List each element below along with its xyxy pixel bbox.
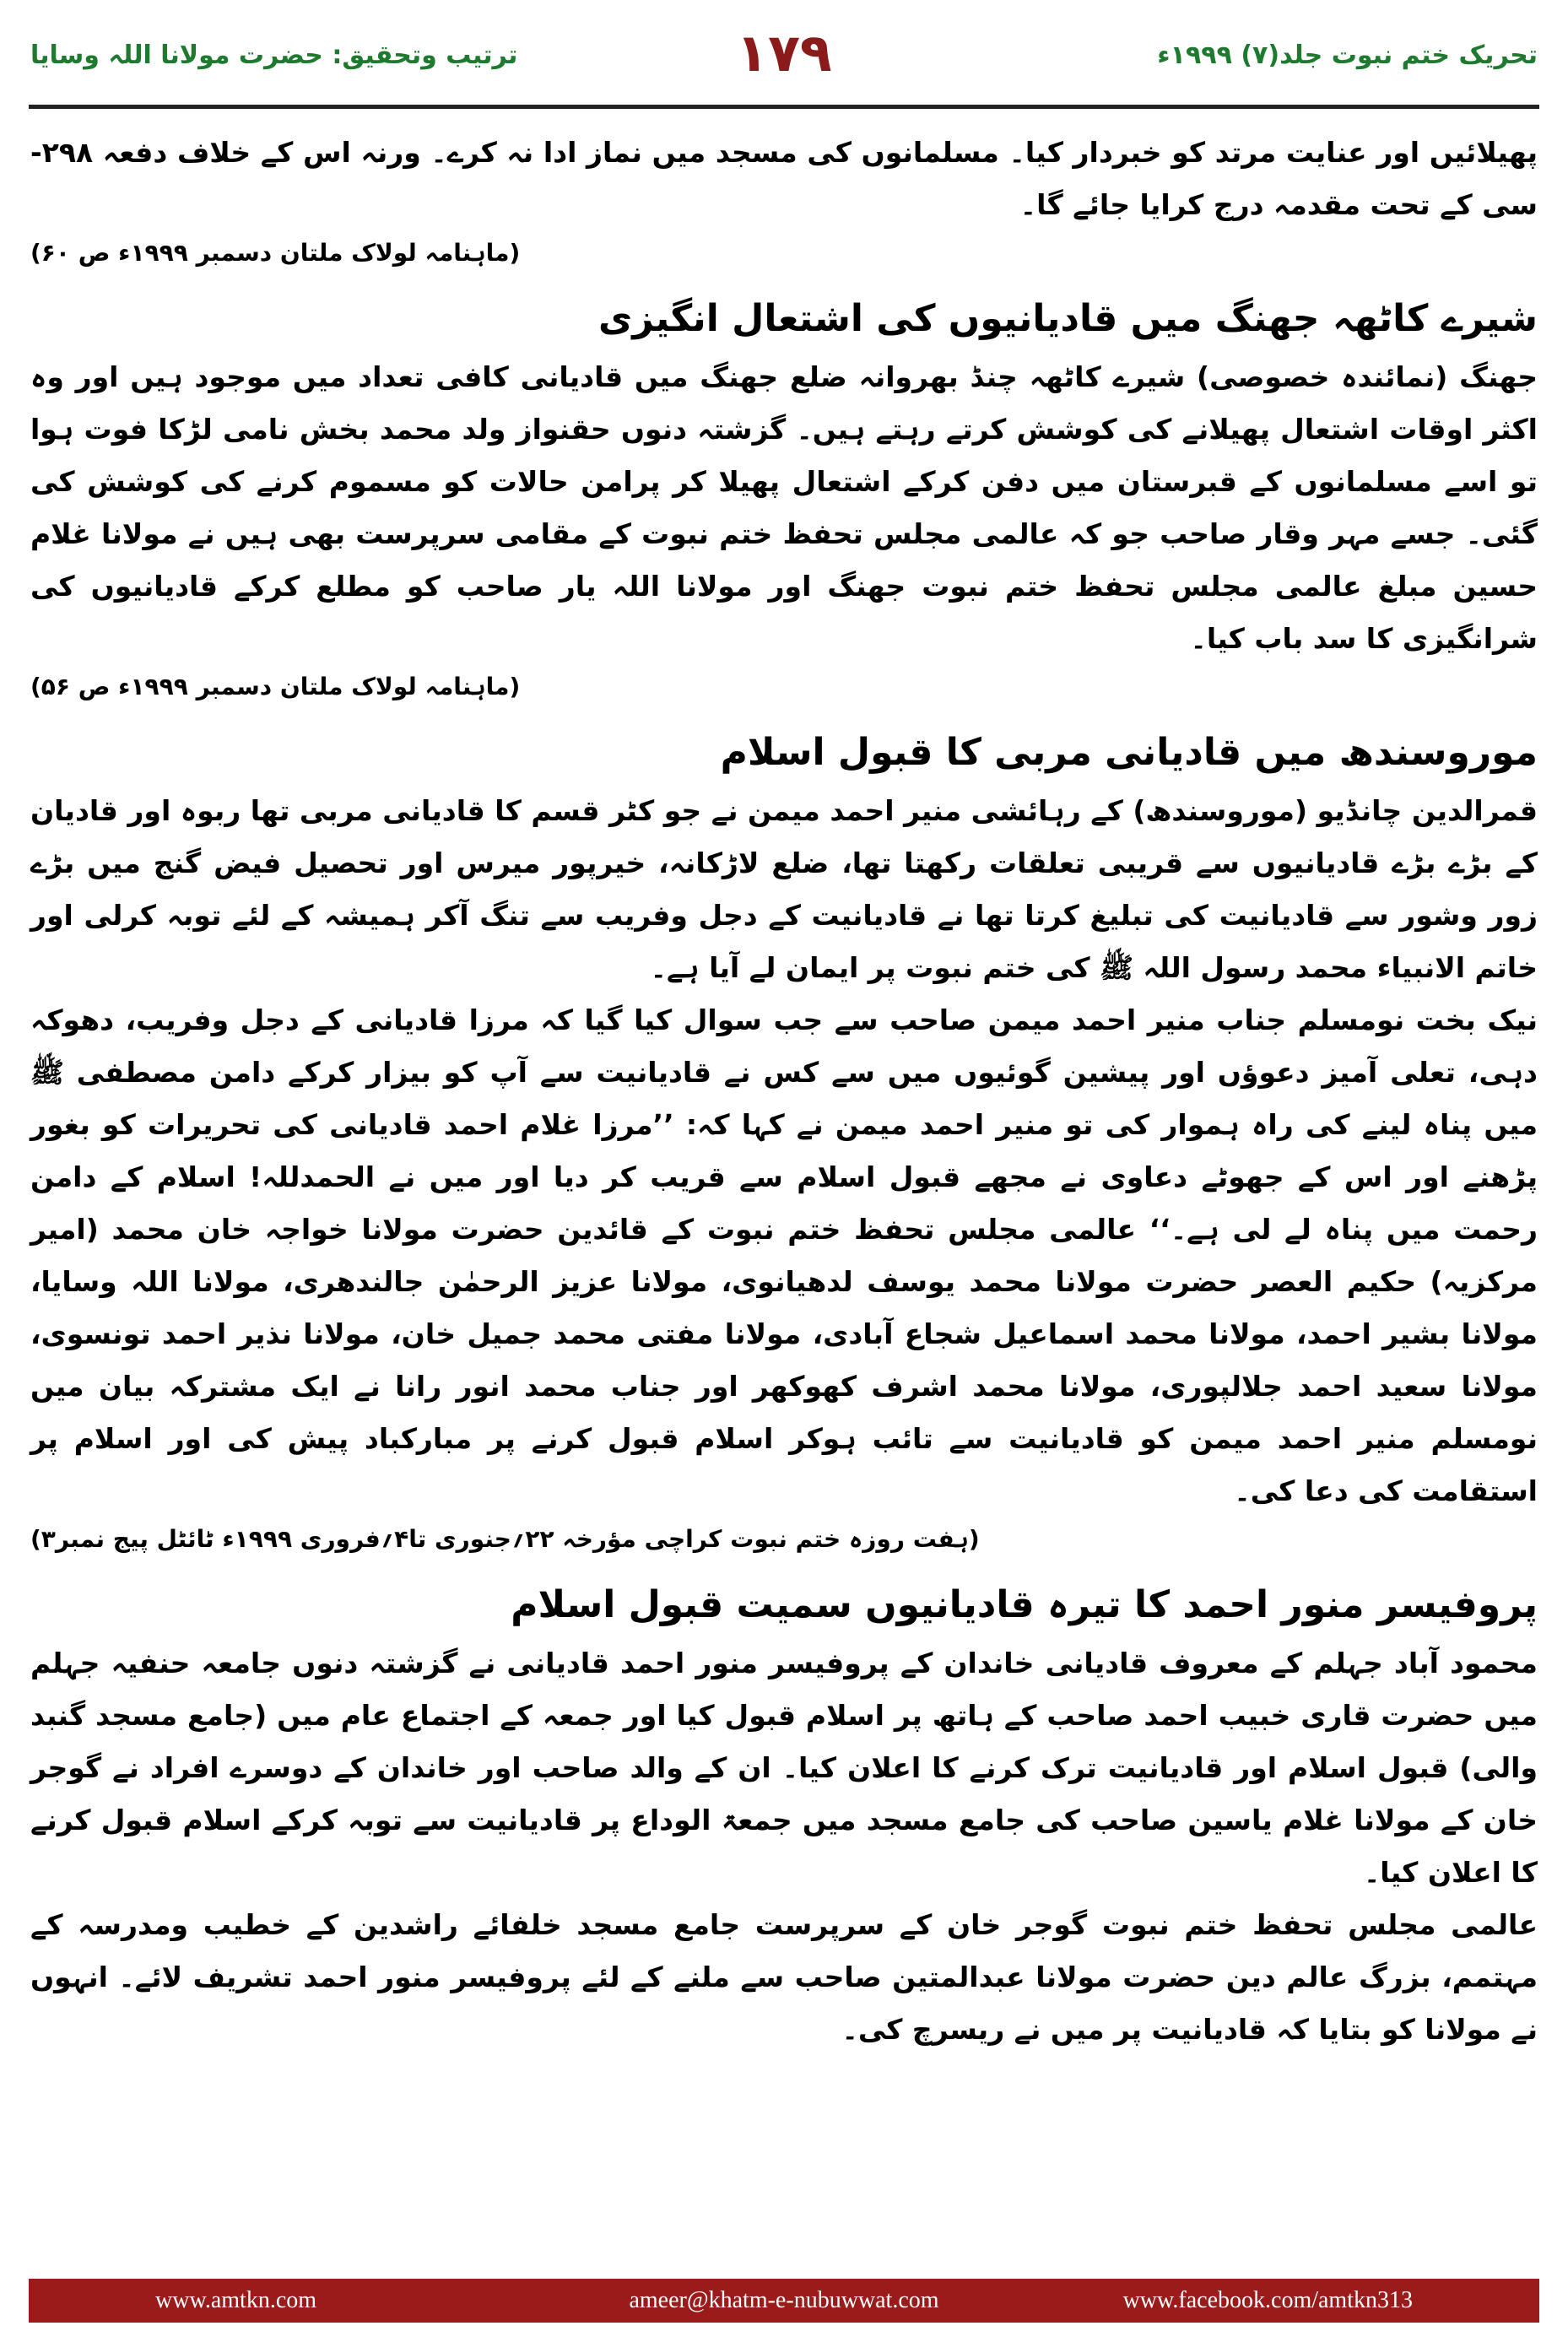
header-book-title: تحریک ختم نبوت جلد(۷) ۱۹۹۹ء	[1157, 41, 1538, 70]
paragraph: محمود آباد جہلم کے معروف قادیانی خاندان کے پروفیسر منور احمد قادیانی نے گزشتہ دنوں جامعہ حنفیہ جہلم میں حضرت قاری خبیب احمد صاحب کے ہاتھ پر اسلام قبول کیا اور جمعہ کے اجتماع عام میں (جامع مسجد گنبد والی) قبول اسلام اور قادیانیت ترک کرنے کا اعلان کیا۔ ان کے والد صاحب اور خاندان کے دوسرے افراد نے گوجر خان کے مولانا غلام یاسین صاحب کی جامع مسجد میں جمعۃ الوداع پر قادیانیت سے توبہ کرکے اسلام قبول کرنے کا اعلان کیا۔	[30, 1647, 1538, 1889]
footer-facebook-link[interactable]: www.facebook.com/amtkn313	[1122, 2287, 1413, 2313]
section-continuation	[30, 127, 1538, 275]
citation: (ماہنامہ لولاک ملتان دسمبر ۱۹۹۹ء ص ۵۶)	[30, 673, 521, 700]
paragraph: قمرالدین چانڈیو (موروسندھ) کے رہائشی منیر احمد میمن نے جو کٹر قسم کا قادیانی مربی تھا ربوہ اور قادیان کے بڑے بڑے قادیانیوں سے قریبی تعلقات رکھتا تھا، ضلع لاڑکانہ، خیرپور میرس اور تحصیل فیض گنج میں بڑے زور وشور سے قادیانیت کی تبلیغ کرتا تھا نے قادیانیت کے دجل وفریب سے تنگ آکر ہمیشہ کے لئے توبہ کرلی اور خاتم الانبیاء محمد رسول اللہ ﷺ کی ختم نبوت پر ایمان لے آیا ہے۔	[30, 794, 1538, 984]
paragraph: جھنگ (نمائندہ خصوصی) شیرے کاٹھہ چنڈ بھروانہ ضلع جھنگ میں قادیانی کافی تعداد میں موجود ہیں اور وہ اکثر اوقات اشتعال پھیلانے کی کوشش کرتے رہتے ہیں۔ گزشتہ دنوں حقنواز ولد محمد بخش نامی لڑکا فوت ہوا تو اسے مسلمانوں کے قبرستان میں دفن کرکے اشتعال پھیلا کر پرامن حالات کو مسموم کرنے کی کوشش کی گئی۔ جسے مہر وقار صاحب جو کہ عالمی مجلس تحفظ ختم نبوت کے مقامی سرپرست بھی ہیں نے مولانا غلام حسین مبلغ عالمی مجلس تحفظ ختم نبوت جھنگ اور مولانا اللہ یار صاحب کو مطلع کرکے قادیانیوں کی شرانگیزی کا سد باب کیا۔	[30, 360, 1538, 655]
paragraph: نیک بخت نومسلم جناب منیر احمد میمن صاحب سے جب سوال کیا گیا کہ مرزا قادیانی کے دجل وفریب، دھوکہ دہی، تعلی آمیز دعوؤں اور پیشین گوئیوں میں سے کس نے قادیانیت سے آپ کو بیزار کرکے دامن مصطفی ﷺ میں پناہ لینے کی راہ ہموار کی تو منیر احمد میمن نے کہا کہ: ’’مرزا غلام احمد قادیانی کی تحریرات کو بغور پڑھنے اور اس کے جھوٹے دعاوی نے مجھے قبول اسلام سے قریب کر دیا اور میں نے الحمدللہ! اسلام کے دامن رحمت میں پناہ لے لی ہے۔‘‘ عالمی مجلس تحفظ ختم نبوت کے قائدین حضرت مولانا خواجہ خان محمد (امیر مرکزیہ) حکیم العصر حضرت مولانا محمد یوسف لدھیانوی، مولانا عزیز الرحمٰن جالندھری، مولانا اللہ وسایا، مولانا بشیر احمد، مولانا محمد اسماعیل شجاع آبادی، مولانا مفتی محمد جمیل خان، مولانا نذیر احمد تونسوی، مولانا سعید احمد جلالپوری، مولانا محمد اشرف کھوکھر اور جناب محمد انور رانا نے ایک مشترکہ بیان میں نومسلم منیر احمد میمن کو قادیانیت سے تائب ہوکر اسلام قبول کرنے پر مبارکباد پیش کی اور اسلام پر استقامت کی دعا کی۔	[30, 1003, 1538, 1507]
section-moro-sindh	[30, 721, 1538, 1561]
paragraph: عالمی مجلس تحفظ ختم نبوت گوجر خان کے سرپرست جامع مسجد خلفائے راشدین کے خطیب ومدرسہ کے مہتمم، بزرگ عالم دین حضرت مولانا عبدالمتین صاحب سے ملنے کے لئے پروفیسر منور احمد تشریف لائے۔ انہوں نے مولانا کو بتایا کہ قادیانیت پر میں نے ریسرچ کی۔	[30, 1908, 1538, 2046]
section-shere-kathha	[30, 287, 1538, 709]
footer-email-link[interactable]: ameer@khatm-e-nubuwwat.com	[629, 2287, 939, 2313]
section-heading: شیرے کاٹھہ جھنگ میں قادیانیوں کی اشتعال انگیزی	[597, 297, 1538, 340]
header-divider	[29, 105, 1539, 109]
section-professor-munawar	[30, 1573, 1538, 2056]
page-footer	[29, 2279, 1539, 2323]
page-number: ۱۷۹	[736, 22, 832, 84]
citation: (ہفت روزہ ختم نبوت کراچی مؤرخہ ۲۲؍جنوری تا۴؍فروری ۱۹۹۹ء ٹائٹل پیج نمبر۳)	[30, 1525, 980, 1553]
paragraph: پھیلائیں اور عنایت مرتد کو خبردار کیا۔ مسلمانوں کی مسجد میں نماز ادا نہ کرے۔ ورنہ اس کے خلاف دفعہ ۲۹۸-سی کے تحت مقدمہ درج کرایا جائے گا۔	[30, 136, 1538, 221]
page-content	[30, 127, 1538, 2241]
section-heading: موروسندھ میں قادیانی مربی کا قبول اسلام	[720, 731, 1538, 774]
section-heading: پروفیسر منور احمد کا تیرہ قادیانیوں سمیت قبول اسلام	[511, 1583, 1538, 1626]
header-compiler-title: ترتیب وتحقیق: حضرت مولانا اللہ وسایا	[30, 41, 518, 70]
citation: (ماہنامہ لولاک ملتان دسمبر ۱۹۹۹ء ص ۶۰)	[30, 239, 521, 267]
footer-website-link[interactable]: www.amtkn.com	[155, 2287, 317, 2313]
page-header	[0, 0, 1568, 101]
